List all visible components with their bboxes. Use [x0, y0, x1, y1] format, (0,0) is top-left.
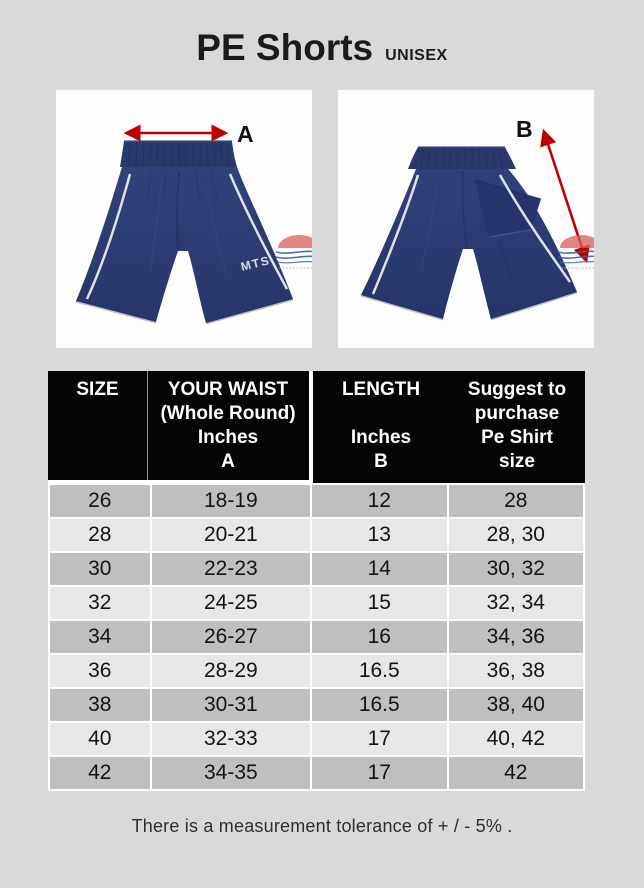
table-cell: 16 — [312, 621, 446, 653]
table-cell: 38 — [50, 689, 150, 721]
table-cell: 12 — [312, 485, 446, 517]
table-cell: 32 — [50, 587, 150, 619]
table-cell: 24-25 — [152, 587, 310, 619]
shorts-front-graphic — [76, 141, 293, 323]
table-row — [50, 485, 583, 517]
table-cell: 42 — [449, 757, 583, 789]
measure-label-b: B — [516, 116, 533, 142]
page-title: PE Shorts — [196, 27, 374, 68]
page-subtitle: UNISEX — [385, 47, 448, 64]
table-row — [50, 689, 583, 721]
table-row — [50, 757, 583, 789]
table-cell: 32-33 — [152, 723, 310, 755]
table-cell: 30 — [50, 553, 150, 585]
shorts-back-graphic — [361, 147, 577, 319]
table-cell: 13 — [312, 519, 446, 551]
table-cell: 28 — [449, 485, 583, 517]
measure-label-a: A — [237, 121, 254, 147]
table-row — [50, 655, 583, 687]
table-cell: 17 — [312, 723, 446, 755]
table-cell: 28, 30 — [449, 519, 583, 551]
product-images-row — [0, 90, 644, 348]
table-cell: 38, 40 — [449, 689, 583, 721]
tolerance-note: There is a measurement tolerance of + / - 5% . — [131, 816, 513, 836]
header-group-right — [313, 371, 585, 483]
table-cell: 32, 34 — [449, 587, 583, 619]
table-row — [50, 723, 583, 755]
table-cell: 26-27 — [152, 621, 310, 653]
table-cell: 34-35 — [152, 757, 310, 789]
header-group-left — [48, 371, 309, 483]
column-header-waist: YOUR WAIST (Whole Round) Inches A — [160, 379, 296, 472]
table-row — [50, 621, 583, 653]
table-cell: 34, 36 — [449, 621, 583, 653]
size-table-body — [48, 483, 585, 791]
column-header-length: LENGTH Inches B — [341, 379, 421, 472]
table-cell: 14 — [312, 553, 446, 585]
table-cell: 40, 42 — [449, 723, 583, 755]
table-cell: 18-19 — [152, 485, 310, 517]
table-cell: 36, 38 — [449, 655, 583, 687]
shorts-back-photo — [338, 90, 594, 348]
size-table-header — [48, 371, 585, 483]
brand-watermark-icon — [276, 235, 312, 268]
page-header — [0, 0, 644, 69]
table-cell: 26 — [50, 485, 150, 517]
table-cell: 17 — [312, 757, 446, 789]
table-cell: 28 — [50, 519, 150, 551]
table-cell: 20-21 — [152, 519, 310, 551]
garment-logo-text: MTS — [239, 253, 272, 274]
table-cell: 15 — [312, 587, 446, 619]
shorts-back-illustration — [338, 90, 594, 348]
table-row — [50, 587, 583, 619]
table-cell: 42 — [50, 757, 150, 789]
table-cell: 40 — [50, 723, 150, 755]
shorts-front-photo — [56, 90, 312, 348]
table-cell: 16.5 — [312, 689, 446, 721]
table-cell: 16.5 — [312, 655, 446, 687]
shorts-front-illustration — [56, 90, 312, 348]
table-cell: 34 — [50, 621, 150, 653]
table-cell: 22-23 — [152, 553, 310, 585]
size-table — [48, 371, 585, 791]
table-cell: 36 — [50, 655, 150, 687]
table-cell: 30, 32 — [449, 553, 583, 585]
table-cell: 28-29 — [152, 655, 310, 687]
table-row — [50, 553, 583, 585]
table-row — [50, 519, 583, 551]
column-header-shirt-size: Suggest to purchase Pe Shirt size — [467, 379, 567, 472]
table-cell: 30-31 — [152, 689, 310, 721]
brand-watermark-icon — [558, 235, 594, 268]
column-header-size: SIZE — [48, 371, 148, 480]
